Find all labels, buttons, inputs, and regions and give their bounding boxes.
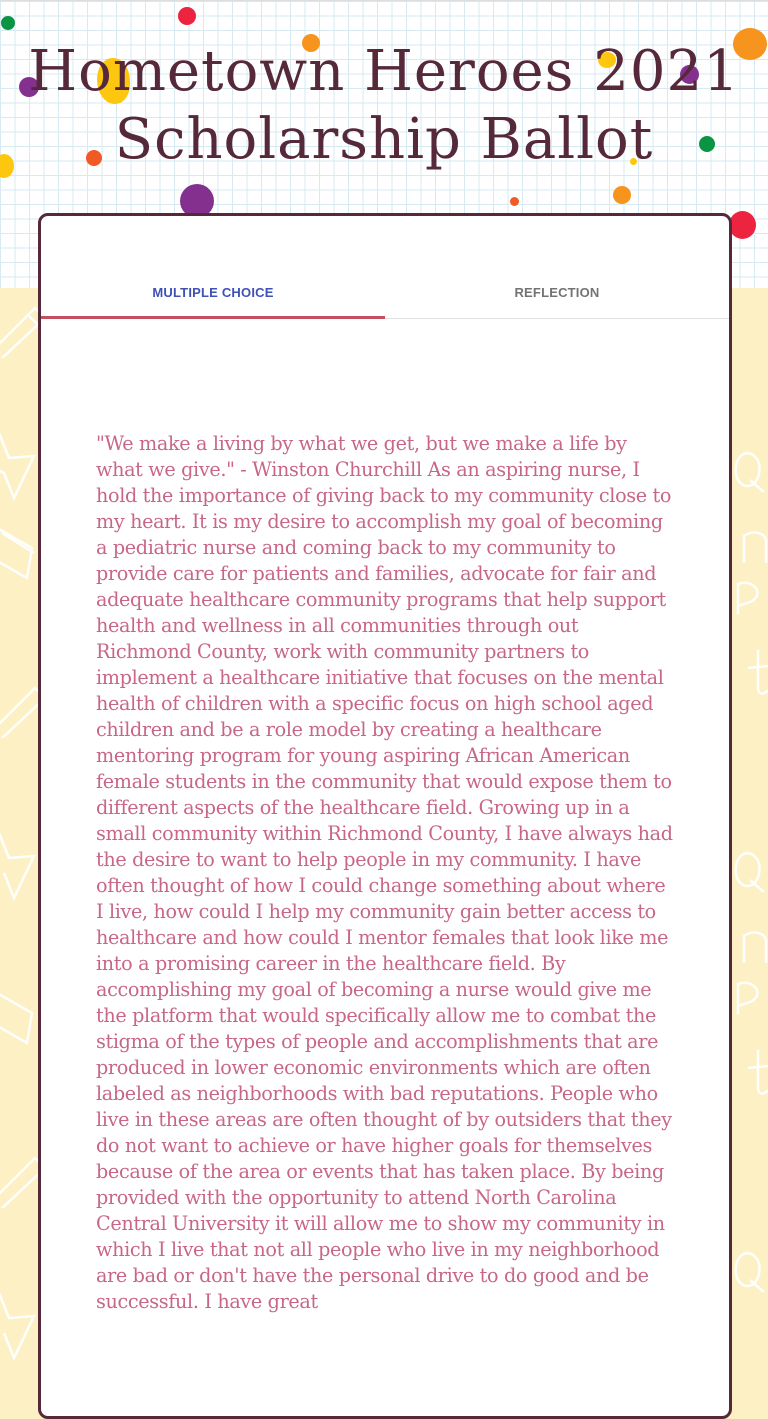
letter-q-doodle-icon xyxy=(728,1248,768,1298)
ballot-card xyxy=(38,213,732,1419)
orange-red-splatter xyxy=(510,197,519,206)
tab-multiple-choice[interactable]: MULTIPLE CHOICE xyxy=(41,266,385,318)
orange-splatter xyxy=(613,186,631,204)
letter-t-doodle-icon xyxy=(748,648,768,698)
tab-bar xyxy=(41,266,729,319)
red-splatter xyxy=(729,211,756,239)
book-doodle-icon xyxy=(0,523,42,583)
letter-n-doodle-icon xyxy=(740,928,768,968)
book-doodle-icon xyxy=(0,988,42,1048)
green-splatter xyxy=(1,16,15,30)
letter-n-doodle-icon xyxy=(740,528,768,568)
tab-reflection[interactable]: REFLECTION xyxy=(514,284,600,300)
letter-t-doodle-icon xyxy=(748,1048,768,1098)
red-splatter xyxy=(178,7,196,25)
essay-text: "We make a living by what we get, but we make a life by what we give." - Winston Churchill As an aspiring nurse, I hold the importance of giving back to my community close to my heart. It is my desire to accomplish my goal of becoming a pediatric nurse and coming back to my community to provide care for patients and families, advocate for fair and adequate healthcare community programs that help support health and wellness in all communities through out Richmond County, work with community partners to implement a healthcare initiative that focuses on the mental health of children with a specific focus on high school aged children and be a role model by creating a healthcare mentoring program for young aspiring African American female students in the community that would expose them to different aspects of the healthcare field. Growing up in a small community within Richmond County, I have always had the desire to want to help people in my community. I have often thought of how I could change something about where I live, how could I help my community gain better access to healthcare and how could I mentor females that look like me into a promising career in the healthcare field. By accomplishing my goal of becoming a nurse would give me the platform that would specifically allow me to combat the stigma of the types of people and accomplishments that are produced in lower economic environments which are often labeled as neighborhoods with bad reputations. People who live in these areas are often thought of by outsiders that they do not want to achieve or have higher goals for themselves because of the area or events that has taken place. By being provided with the opportunity to attend North Carolina Central University it will allow me to show my community in which I live that not all people who live in my neighborhood are bad or don't have the personal drive to do good and be successful. I have great xyxy=(96,432,673,1313)
letter-p-doodle-icon xyxy=(730,578,768,618)
letter-q-doodle-icon xyxy=(728,848,768,898)
letter-p-doodle-icon xyxy=(730,978,768,1018)
page-title: Hometown Heroes 2021 Scholarship Ballot xyxy=(28,39,740,172)
letter-q-doodle-icon xyxy=(728,448,768,498)
